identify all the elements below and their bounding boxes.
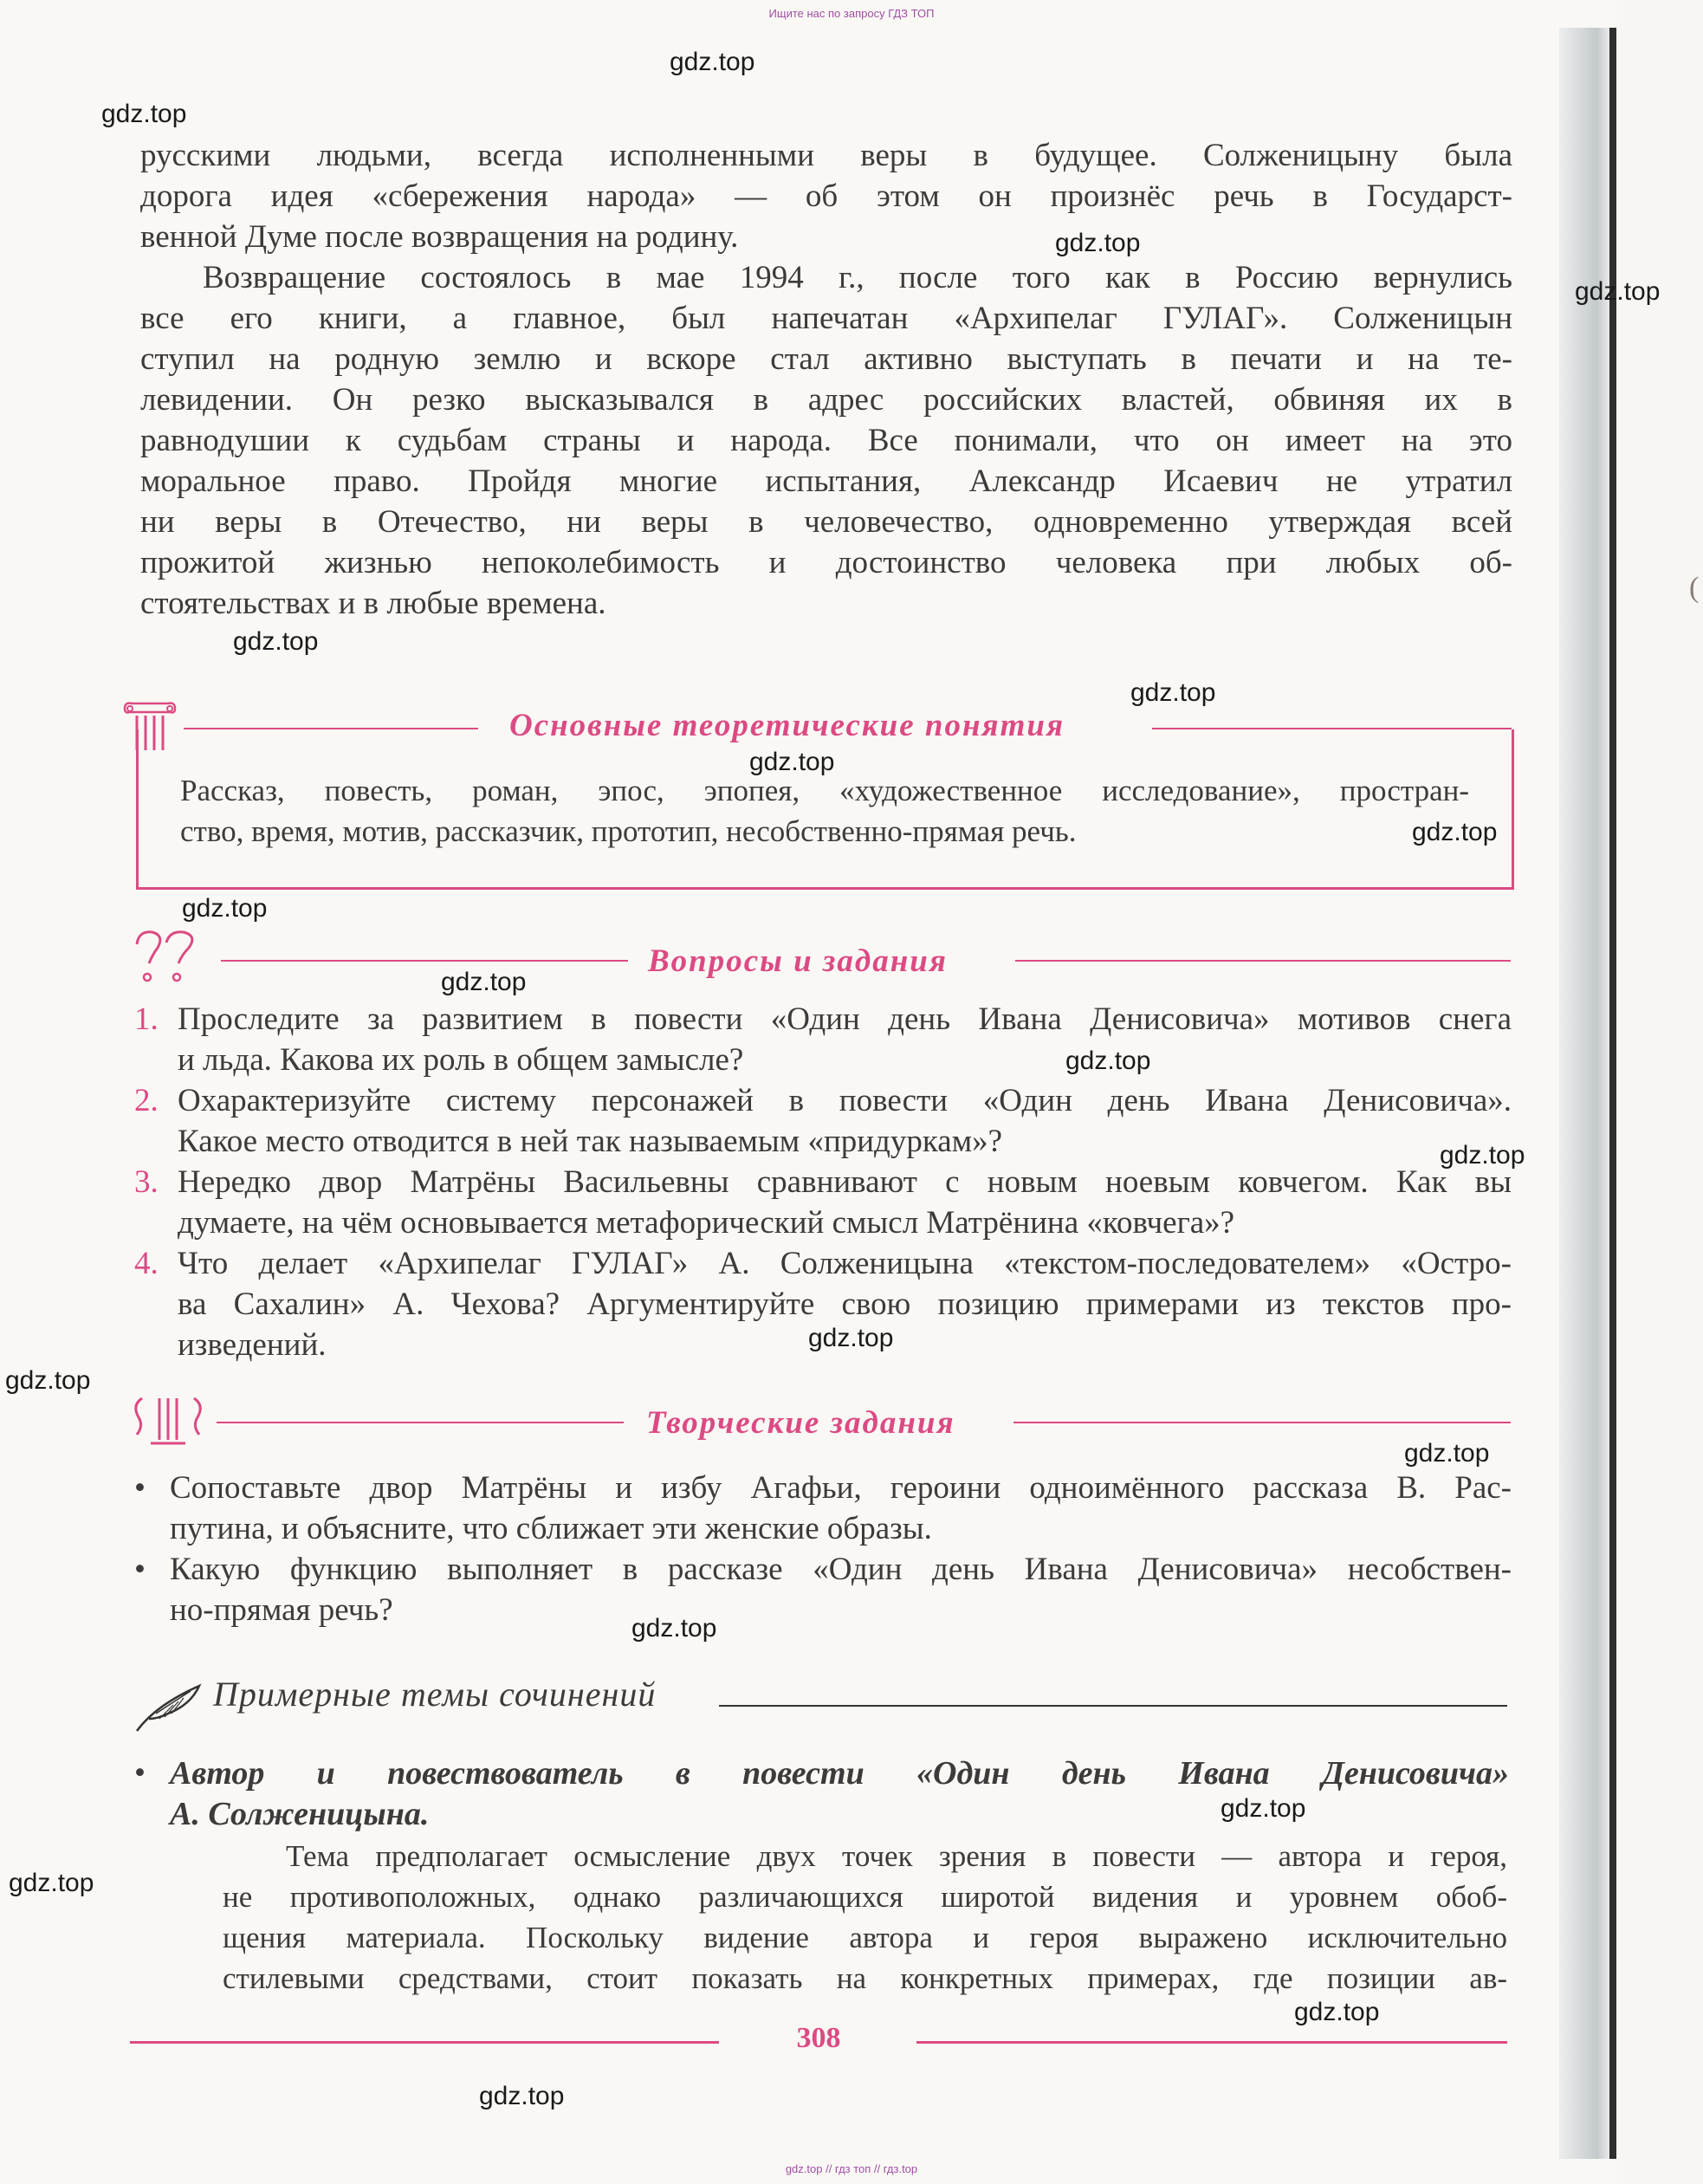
concepts-line: ство, время, мотив, рассказчик, прототип, несобственно-прямая речь.	[180, 814, 1077, 848]
question-number: 1.	[134, 1001, 159, 1037]
question-number: 3.	[134, 1164, 159, 1200]
question-line: думаете, на чём основывается метафорический смысл Матрёнина «ковчега»?	[178, 1205, 1235, 1241]
essays-title: Примерные темы сочинений	[213, 1675, 657, 1714]
creative-rule-left	[217, 1422, 624, 1423]
creative-bullet: •	[134, 1552, 146, 1587]
question-line: ва Сахалин» А. Чехова? Аргументируйте свою позицию примерами из текстов про-	[178, 1286, 1512, 1322]
watermark: gdz.top	[101, 100, 187, 128]
paragraph-line: моральное право. Пройдя многие испытания, Александр Исаевич не утратил	[140, 463, 1512, 499]
question-line: Какое место отводится в ней так называемым «придуркам»?	[178, 1124, 1003, 1159]
creative-line: но-прямая речь?	[170, 1592, 393, 1628]
creative-line: путина, и объясните, что сближает эти женские образы.	[170, 1511, 932, 1546]
paragraph-line: левидении. Он резко высказывался в адрес российских властей, обвиняя их в	[140, 382, 1512, 418]
edge-glyph: (	[1689, 572, 1700, 604]
footer-rule-right	[916, 2041, 1507, 2044]
watermark: gdz.top	[1440, 1141, 1525, 1170]
question-number: 2.	[134, 1083, 159, 1118]
intro-line: дорога идея «сбережения народа» — об этом он произнёс речь в Государст-	[140, 178, 1512, 214]
essay-topic-line: А. Солженицына.	[170, 1796, 430, 1832]
watermark: gdz.top	[5, 1366, 91, 1395]
essay-body-line: щения материала. Поскольку видение автора и героя выражено исключительно	[223, 1921, 1507, 1954]
essays-rule	[719, 1705, 1507, 1707]
creative-rule-right	[1013, 1422, 1511, 1423]
watermark: gdz.top	[479, 2082, 565, 2110]
essay-body-line: Тема предполагает осмысление двух точек зрения в повести — автора и героя,	[286, 1839, 1507, 1873]
paragraph-line: все его книги, а главное, был напечатан «Архипелаг ГУЛАГ». Солженицын	[140, 301, 1512, 336]
watermark: gdz.top	[1575, 277, 1661, 306]
paragraph-line: ступил на родную землю и вскоре стал активно выступать в печати и на те-	[140, 341, 1512, 377]
question-line: изведений.	[178, 1327, 327, 1363]
spine-edge	[1609, 28, 1616, 2159]
question-number: 4.	[134, 1246, 159, 1281]
questions-title: Вопросы и задания	[648, 943, 948, 979]
paragraph-line: прожитой жизнью непоколебимость и достоинство человека при любых об-	[140, 545, 1512, 580]
question-line: Что делает «Архипелаг ГУЛАГ» А. Солженицына «текстом-последователем» «Остро-	[178, 1246, 1512, 1281]
watermark: gdz.top	[670, 48, 755, 76]
creative-line: Какую функцию выполняет в рассказе «Один день Ивана Денисовича» несобствен-	[170, 1552, 1512, 1587]
concepts-title: Основные теоретические понятия	[509, 708, 1065, 743]
paragraph-line: Возвращение состоялось в мае 1994 г., после того как в Россию вернулись	[203, 260, 1512, 295]
paragraph-line: равнодушии к судьбам страны и народа. Все понимали, что он имеет на это	[140, 423, 1512, 458]
paragraph-line: ни веры в Отечество, ни веры в человечество, одновременно утверждая всей	[140, 504, 1512, 540]
question-marks-icon	[130, 929, 201, 988]
concepts-line: Рассказ, повесть, роман, эпос, эпопея, «художественное исследование», простран-	[180, 774, 1469, 807]
watermark: gdz.top	[182, 894, 268, 923]
footer-rule-left	[130, 2041, 719, 2044]
book-spine	[1559, 28, 1609, 2159]
lyre-icon	[130, 1393, 206, 1447]
essay-topic-line: Автор и повествователь в повести «Один день Ивана Денисовича»	[170, 1755, 1509, 1792]
paragraph-line: стоятельствах и в любые времена.	[140, 586, 606, 621]
footer-note[interactable]: gdz.top // гдз топ // гдз.top	[785, 2162, 918, 2175]
question-line: и льда. Какова их роль в общем замысле?	[178, 1042, 744, 1078]
question-line: Охарактеризуйте систему персонажей в повести «Один день Ивана Денисовича».	[178, 1083, 1512, 1118]
watermark: gdz.top	[441, 968, 527, 996]
adjacent-page-strip	[1616, 0, 1703, 2184]
header-note[interactable]: Ищите нас по запросу ГДЗ ТОП	[768, 7, 935, 20]
quill-icon	[130, 1679, 203, 1734]
questions-rule-right	[1015, 960, 1511, 962]
creative-bullet: •	[134, 1470, 146, 1506]
watermark: gdz.top	[749, 748, 835, 776]
watermark: gdz.top	[1294, 1998, 1380, 2026]
watermark: gdz.top	[9, 1869, 94, 1897]
watermark: gdz.top	[1055, 229, 1141, 257]
essay-bullet: •	[134, 1755, 146, 1791]
watermark: gdz.top	[631, 1614, 717, 1643]
intro-line: венной Думе после возвращения на родину.	[140, 219, 739, 255]
watermark: gdz.top	[1404, 1439, 1490, 1468]
creative-line: Сопоставьте двор Матрёны и избу Агафьи, героини одноимённого рассказа В. Рас-	[170, 1470, 1512, 1506]
question-line: Нередко двор Матрёны Васильевны сравнивают с новым ноевым ковчегом. Как вы	[178, 1164, 1512, 1200]
page-number: 308	[796, 2022, 841, 2054]
watermark: gdz.top	[1130, 678, 1216, 707]
creative-title: Творческие задания	[646, 1405, 955, 1441]
watermark: gdz.top	[808, 1324, 894, 1352]
intro-line: русскими людьми, всегда исполненными веры в будущее. Солженицыну была	[140, 138, 1512, 173]
watermark: gdz.top	[233, 627, 319, 656]
watermark: gdz.top	[1412, 818, 1498, 846]
questions-rule-left	[221, 960, 628, 962]
essay-body-line: не противоположных, однако различающихся широтой видения и уровнем обоб-	[223, 1880, 1507, 1914]
essay-body-line: стилевыми средствами, стоит показать на конкретных примерах, где позиции ав-	[223, 1961, 1507, 1995]
watermark: gdz.top	[1065, 1047, 1151, 1075]
watermark: gdz.top	[1221, 1794, 1306, 1823]
question-line: Проследите за развитием в повести «Один день Ивана Денисовича» мотивов снега	[178, 1001, 1512, 1037]
